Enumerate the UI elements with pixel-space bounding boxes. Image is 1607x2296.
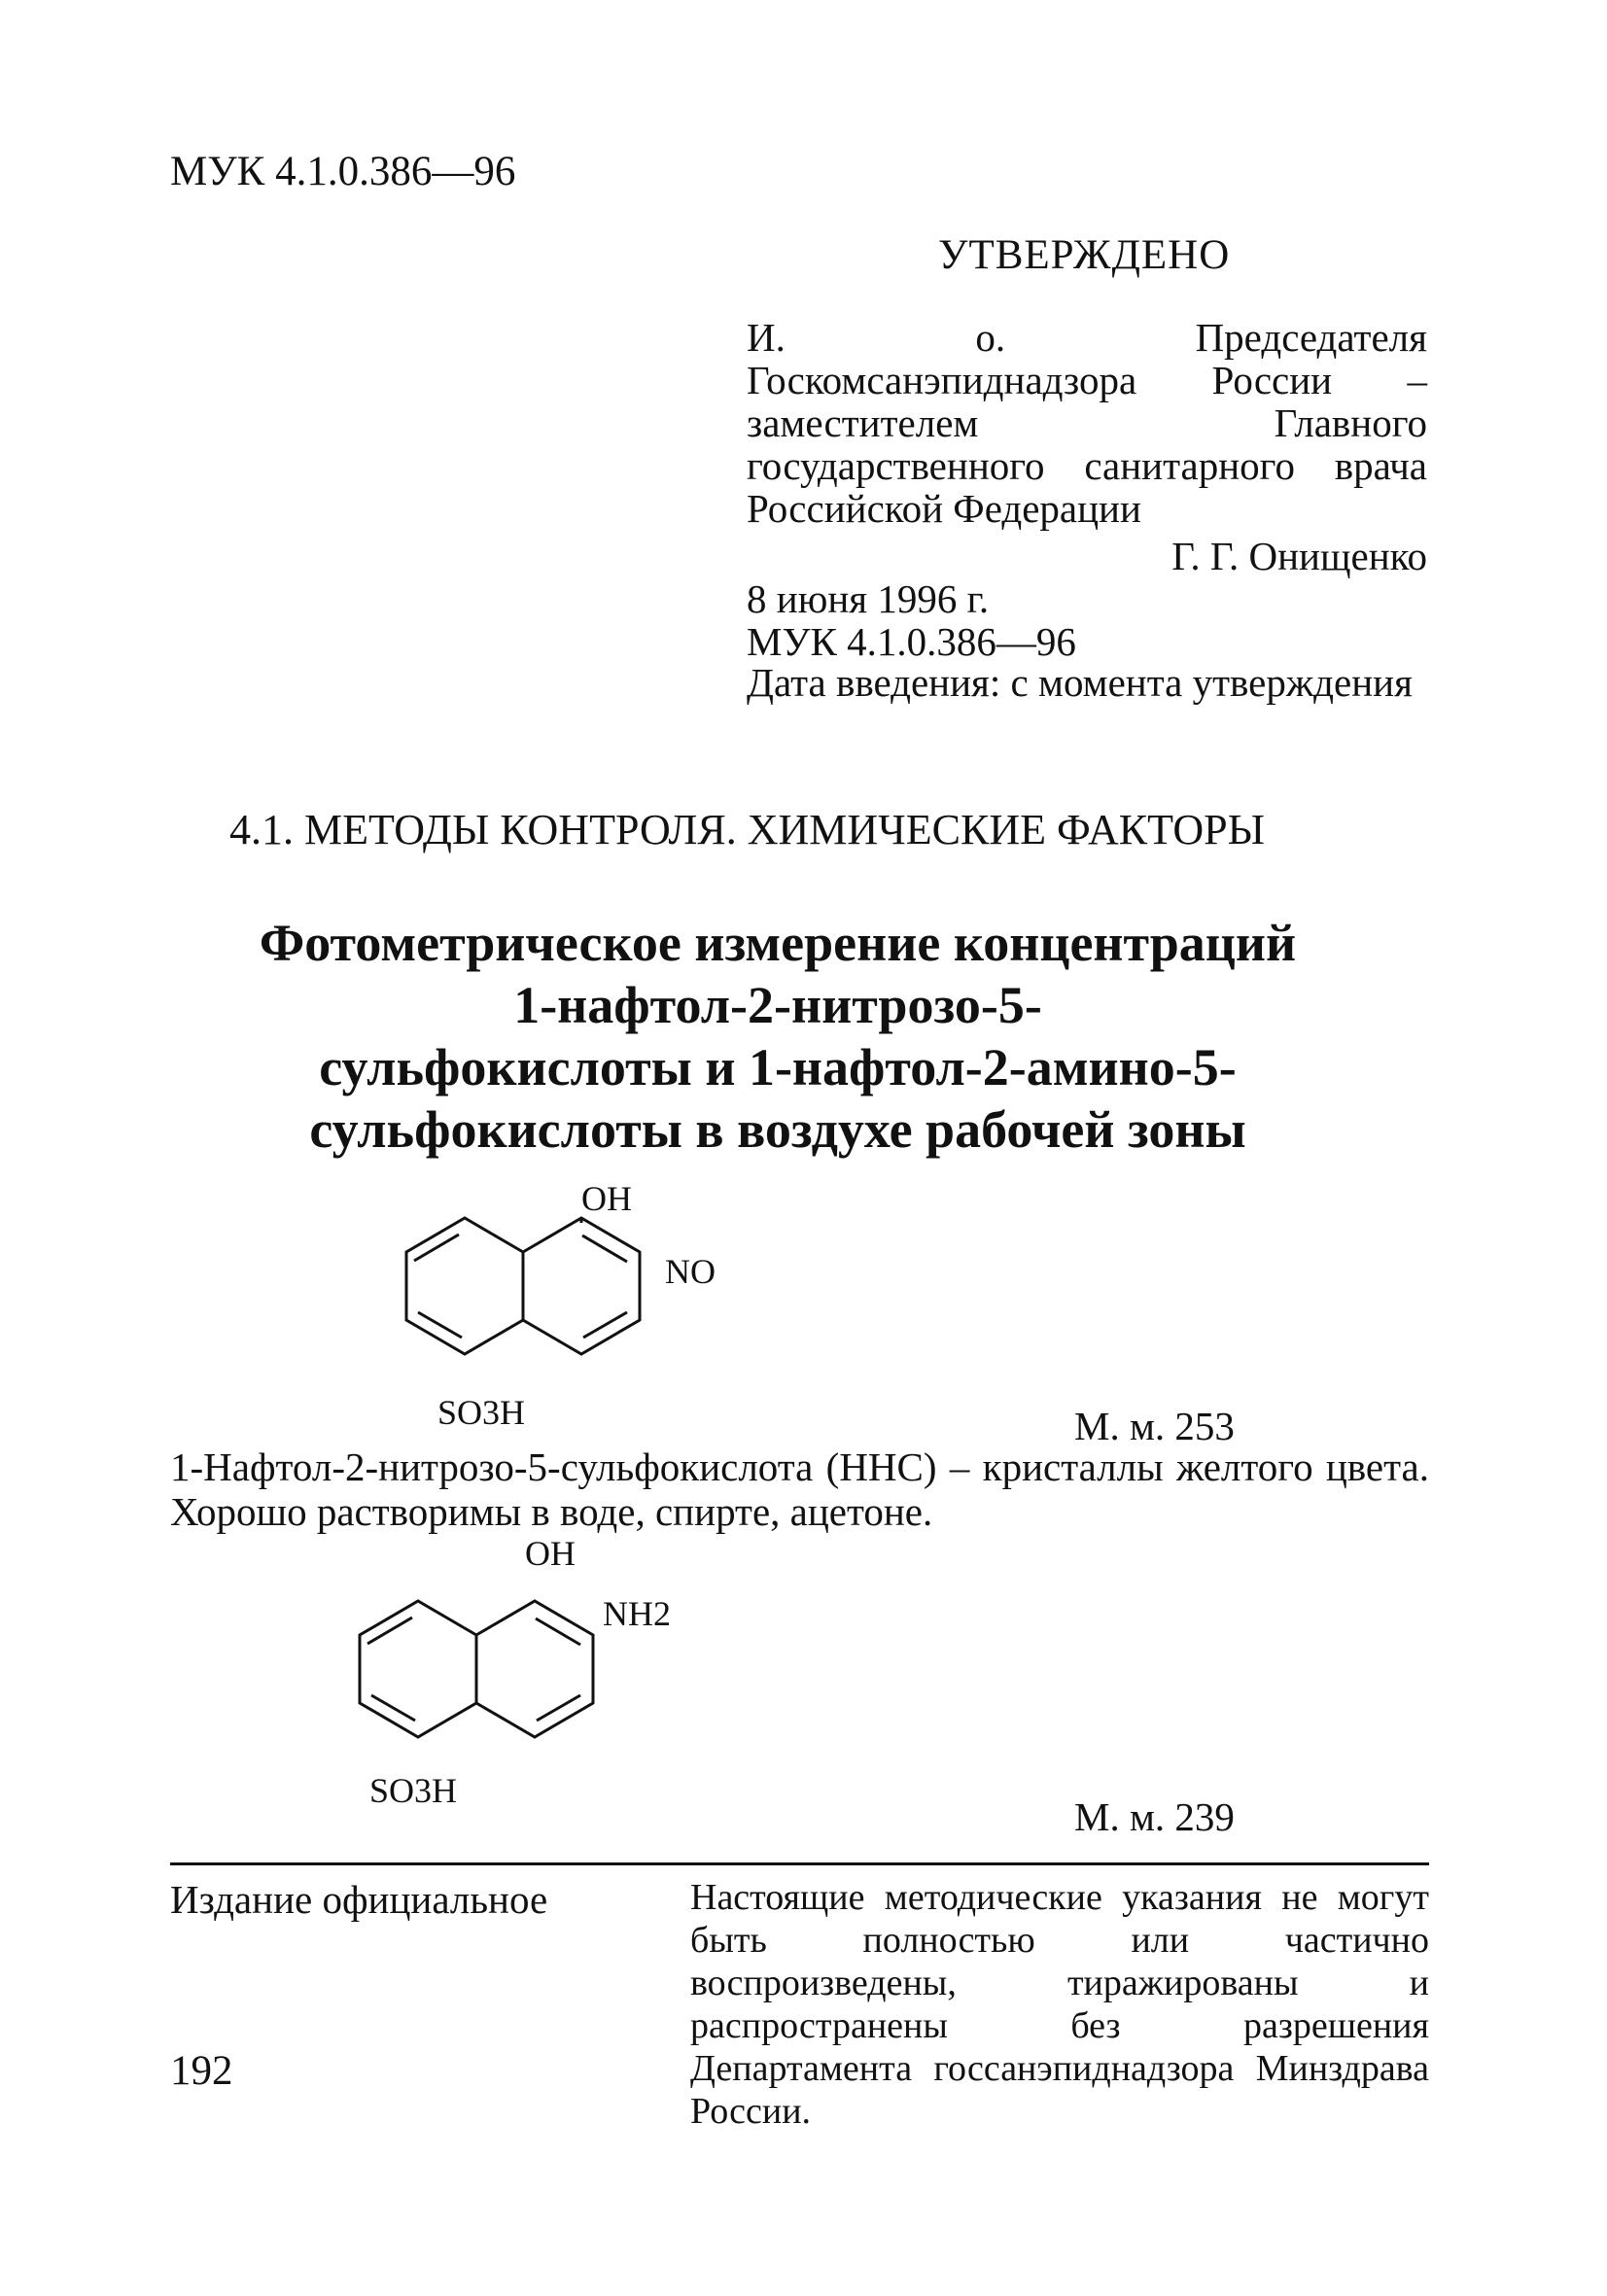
no-label: NO (665, 1252, 716, 1291)
so3h-label: SO3H (437, 1393, 526, 1432)
nh2-label: NH2 (603, 1594, 671, 1633)
footer-divider (170, 1862, 1429, 1865)
title-line: сульфокислоты в воздухе рабочей зоны (309, 1100, 1246, 1159)
oh-label: OH (525, 1534, 576, 1573)
copyright-notice: Настоящие методические указания не могут быть полностью или частично воспроизведены, тиражированы и распространены без разрешения Департамента госсанэпиднадзора Минздрава России. (690, 1877, 1429, 2132)
document-code: МУК 4.1.0.386—96 (170, 149, 516, 194)
title-line: Фотометрическое измерение концентраций (259, 914, 1297, 972)
approval-date: 8 июня 1996 г. (747, 576, 990, 621)
compound-1-description: 1-Нафтол-2-нитрозо-5-сульфокислота (ННС) – кристаллы желтого цвета. Хорошо растворимы в воде, спирте, ацетоне. (170, 1444, 1429, 1534)
approval-body: И. о. Председателя Госкомсанэпиднадзора России – заместителем Главного государственного санитарного врача Российской Федерации (747, 315, 1427, 531)
approval-document-code: МУК 4.1.0.386—96 (747, 619, 1076, 664)
so3h-label: SO3H (369, 1771, 458, 1810)
section-heading: 4.1. МЕТОДЫ КОНТРОЛЯ. ХИМИЧЕСКИЕ ФАКТОРЫ (229, 806, 1266, 853)
page-number: 192 (170, 2048, 233, 2094)
title-line: сульфокислоты и 1-нафтол-2-амино-5- (319, 1038, 1237, 1096)
approval-signer: Г. Г. Онищенко (1171, 534, 1427, 578)
molecular-weight-1: М. м. 253 (1074, 1404, 1235, 1448)
title-line: 1-нафтол-2-нитрозо-5- (513, 976, 1042, 1034)
molecular-weight-2: М. м. 239 (1074, 1794, 1235, 1839)
ring-right (476, 1601, 593, 1737)
oh-label: OH (581, 1179, 632, 1218)
approval-heading: УТВЕРЖДЕНО (938, 232, 1231, 278)
introduction-date: Дата введения: с момента утверждения (747, 660, 1413, 705)
ring-left (360, 1601, 476, 1737)
edition-label: Издание официальное (170, 1877, 548, 1922)
